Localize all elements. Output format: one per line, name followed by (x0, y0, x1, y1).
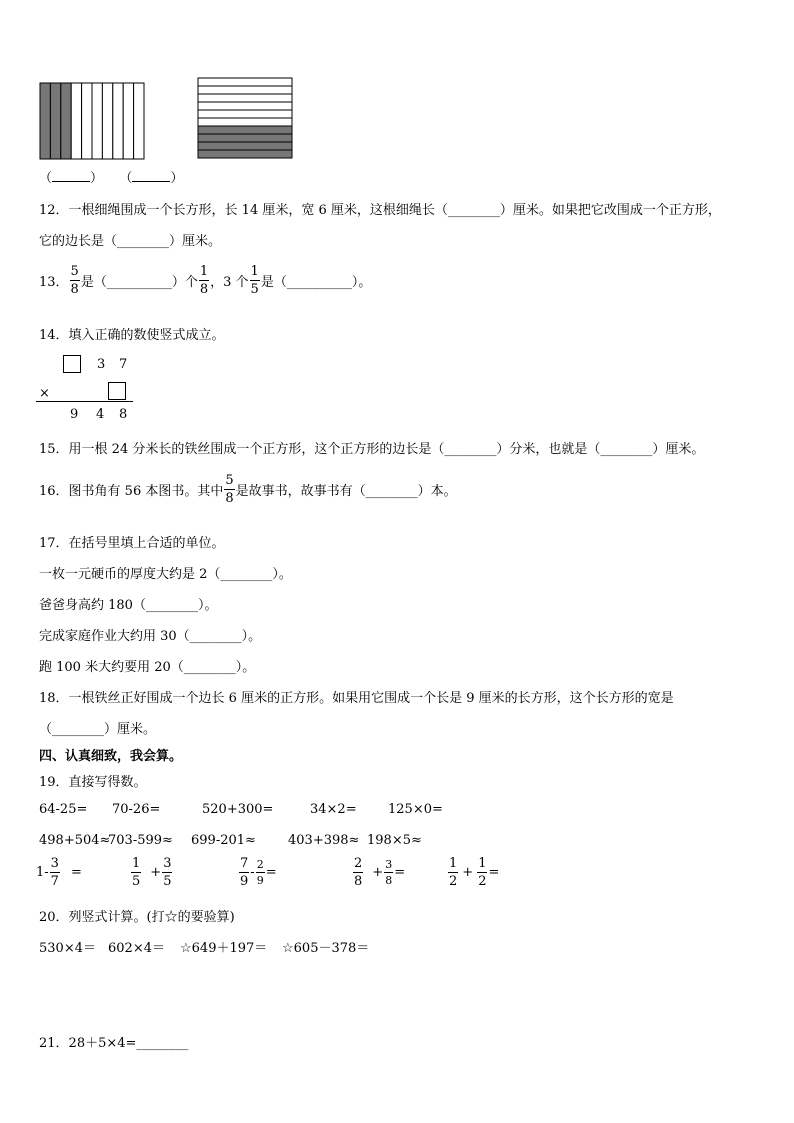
row-strip-7 (198, 126, 292, 134)
q19-r3-e1 (36, 857, 82, 888)
q20-item-1: 530×4＝ (39, 941, 96, 956)
q12-line-2: 它的边长是（________）厘米。 (39, 234, 222, 249)
q12-line-1: 12．一根细绳围成一个长方形，长 14 厘米，宽 6 厘米，这根细绳长（________）厘米。如果把它改围成一个正方形， (39, 203, 721, 218)
q16-text-1: 16．图书角有 56 本图书。其中 (39, 484, 224, 499)
row-strip-8 (198, 134, 292, 142)
q19-r3-e2-fraction-1: $\frac{1}{5}$ (132, 856, 141, 889)
q19-title: 19．直接写得数。 (39, 775, 147, 790)
q14-rule (36, 401, 133, 402)
q19-r3-e2-fraction-2: $\frac{3}{5}$ (163, 856, 172, 889)
q19-r3-e4-fraction-1: $\frac{2}{8}$ (354, 856, 363, 889)
q13-text-1: 是（__________）个 (80, 275, 198, 290)
q14-times-sign: × (39, 386, 50, 401)
q19-r2-c5: 198×5≈ (367, 833, 422, 848)
q19-r3-e1-pre: 1- (36, 865, 49, 880)
row-strip-9 (198, 142, 292, 150)
q18-line-1: 18．一根铁丝正好围成一个边长 6 厘米的正方形。如果用它围成一个长是 9 厘米的长方形，这个长方形的宽是 (39, 691, 674, 706)
q19-r3-e3-fraction-1: $\frac{7}{9}$ (240, 856, 249, 889)
q13-text-3: 是（__________）。 (260, 275, 372, 290)
column-strip-3 (61, 83, 71, 159)
row-strip-3 (198, 94, 292, 102)
row-strip-5 (198, 110, 292, 118)
q11-blanks (39, 167, 183, 186)
column-strip-10 (134, 83, 144, 159)
column-strip-4 (71, 83, 81, 159)
q15-text: 15．用一根 24 分米长的铁丝围成一个正方形，这个正方形的边长是（________）分米，也就是（________）厘米。 (39, 442, 705, 457)
fraction-figure-columns (39, 82, 145, 164)
q13-text-2: ，3 个 (210, 275, 249, 290)
q19-r3-e5-op: + (462, 865, 474, 880)
row-strip-2 (198, 86, 292, 94)
q11-blank-2[interactable]: （ ） (119, 171, 184, 186)
q19-r3-e3 (238, 857, 277, 888)
q19-r2-c2: 703-599≈ (108, 833, 173, 848)
q14-top-box[interactable] (63, 355, 81, 377)
q19-r2-c4: 403+398≈ (288, 833, 360, 848)
column-strip-6 (92, 83, 102, 159)
fraction-figure-columns-svg (39, 82, 145, 160)
q19-r3-e3-fraction-2: $\frac{2}{9}$ (256, 858, 264, 887)
q19-r3-e3-op: - (250, 865, 255, 880)
q19-r3-e2 (130, 857, 173, 888)
q19-r2-c1: 498+504≈ (39, 833, 111, 848)
row-strip-6 (198, 118, 292, 126)
fraction-figure-rows-svg (197, 77, 293, 159)
q19-r3-e4-op: + (372, 865, 384, 880)
q20-item-2: 602×4＝ (108, 941, 165, 956)
q14-result-digit-3: 8 (119, 407, 128, 422)
q19-r1-c2: 70-26= (112, 802, 161, 817)
q19-r3-e5-fraction-2: $\frac{1}{2}$ (478, 856, 487, 889)
q17-item-2: 爸爸身高约 180（________）。 (39, 598, 218, 613)
column-strip-5 (82, 83, 92, 159)
q13-fraction-1: $\frac{5}{8}$ (70, 264, 79, 297)
q19-r3-e3-post: = (265, 865, 277, 880)
q14-result-digit-2: 4 (96, 407, 105, 422)
q19-r1-c5: 125×0= (388, 802, 443, 817)
q20-item-3: ☆649＋197＝ (180, 941, 268, 956)
q19-r1-c3: 520+300= (202, 802, 274, 817)
q19-r3-e5 (447, 857, 499, 888)
q19-r3-e4-post: = (394, 865, 406, 880)
q13-fraction-3: $\frac{1}{5}$ (250, 264, 259, 297)
q14-result-digit-1: 9 (70, 407, 79, 422)
column-strip-8 (113, 83, 123, 159)
column-strip-1 (40, 83, 50, 159)
column-strip-2 (50, 83, 60, 159)
q13-fraction-2: $\frac{1}{8}$ (199, 264, 209, 297)
q17-title: 17．在括号里填上合适的单位。 (39, 536, 225, 551)
q14-top-digit-2: 3 (97, 357, 106, 372)
row-strip-4 (198, 102, 292, 110)
q19-r2-c3: 699-201≈ (191, 833, 256, 848)
q20-title: 20．列竖式计算。(打☆的要验算) (39, 910, 235, 925)
q17-item-4: 跑 100 米大约要用 20（________）。 (39, 660, 256, 675)
q19-r3-e2-op: + (150, 865, 162, 880)
q17-item-1: 一枚一元硬币的厚度大约是 2（________）。 (39, 567, 292, 582)
q14-top-digit-3: 7 (119, 357, 128, 372)
row-strip-10 (198, 150, 292, 158)
q17-item-3: 完成家庭作业大约用 30（________）。 (39, 629, 262, 644)
q11-blank-1[interactable]: （ ） (39, 171, 104, 186)
q21-text: 21．28＋5×4=________ (39, 1036, 189, 1051)
column-strip-9 (123, 83, 133, 159)
q16 (39, 474, 457, 505)
q13 (39, 265, 371, 296)
q20-item-4: ☆605－378＝ (282, 941, 370, 956)
q16-fraction: $\frac{5}{8}$ (225, 473, 234, 506)
q19-r3-e1-post: = (70, 865, 82, 880)
q19-r1-c4: 34×2= (310, 802, 357, 817)
q19-r3-e5-fraction-1: $\frac{1}{2}$ (449, 856, 458, 889)
q19-r3-e4-fraction-2: $\frac{3}{8}$ (385, 858, 393, 887)
q13-prefix: 13． (39, 275, 69, 290)
q18-line-2: （________）厘米。 (39, 722, 157, 737)
q19-r3-e5-post: = (488, 865, 500, 880)
q14-title: 14．填入正确的数使竖式成立。 (39, 328, 225, 343)
q16-text-2: 是故事书，故事书有（________）本。 (235, 484, 457, 499)
q19-r3-e4 (352, 857, 405, 888)
q19-r1-c1: 64-25= (39, 802, 88, 817)
fraction-figure-rows (197, 77, 293, 163)
section-4-title: 四、认真细致，我会算。 (39, 749, 183, 764)
row-strip-1 (198, 78, 292, 86)
column-strip-7 (102, 83, 112, 159)
q19-r3-e1-fraction: $\frac{3}{7}$ (50, 856, 59, 889)
